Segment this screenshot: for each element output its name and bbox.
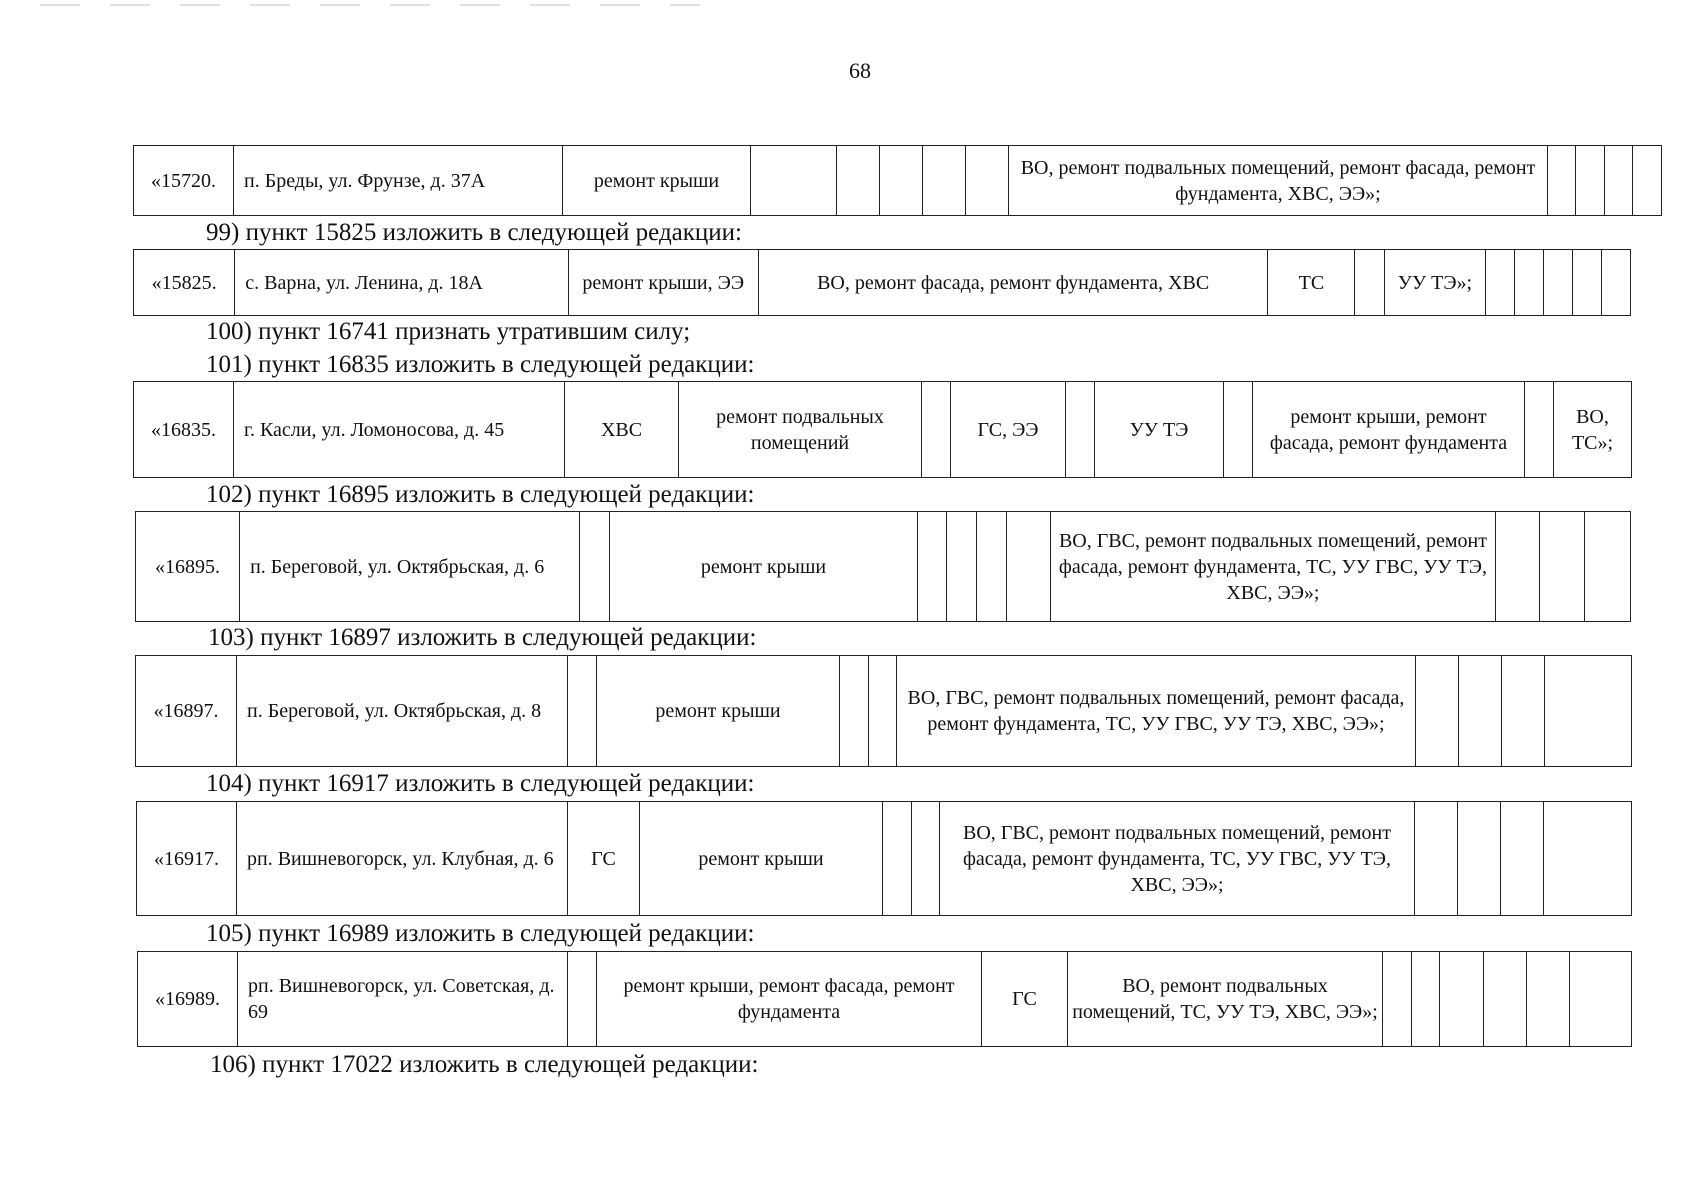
empty-cell [912,802,940,916]
row-cell-7: ВО, ГВС, ремонт подвальных помещений, ремонт фасада, ремонт фундамента, ТС, УУ ГВС, УУ ТЭ, ХВС, ЭЭ»; [897,656,1416,767]
page-number: 68 [849,58,871,83]
empty-cell [1570,952,1632,1047]
row-address: с. Варна, ул. Ленина, д. 18А [235,250,568,316]
paragraph-102: 102) пункт 16895 изложить в следующей редакции: [206,481,755,508]
table-row-15825 [133,249,1631,316]
paragraph-100: 100) пункт 16741 признать утратившим силу; [206,318,691,345]
empty-cell [1605,146,1633,216]
row-address: г. Касли, ул. Ломоносова, д. 45 [234,382,565,478]
empty-cell [837,146,880,216]
row-address: п. Береговой, ул. Октябрьская, д. 8 [237,656,568,767]
empty-cell [869,656,897,767]
empty-cell [1484,952,1527,1047]
empty-cell [923,146,966,216]
row-cell-4: ремонт крыши [609,512,917,622]
empty-cell [1502,656,1545,767]
empty-cell [1543,250,1572,316]
empty-cell [1545,656,1632,767]
row-number: «16989. [138,952,238,1047]
row-cell-4: ремонт подвальных помещений [679,382,922,478]
empty-cell [883,802,912,916]
row-number: «16895. [136,512,240,622]
table-row-16835 [133,381,1632,478]
empty-cell [568,656,597,767]
empty-cell [1584,512,1630,622]
empty-cell [1412,952,1440,1047]
row-cell-6: ГС, ЭЭ [951,382,1066,478]
table-row-16989 [137,951,1632,1047]
row-address: рп. Вишневогорск, ул. Клубная, д. 6 [237,802,568,916]
paragraph-104: 104) пункт 16917 изложить в следующей редакции: [206,770,755,797]
empty-cell [1224,382,1253,478]
empty-cell [1459,656,1502,767]
row-cell-8: УУ ТЭ [1095,382,1224,478]
empty-cell [918,512,947,622]
empty-cell [751,146,837,216]
row-cell-10: ремонт крыши, ремонт фасада, ремонт фундамента [1253,382,1525,478]
empty-cell [1576,146,1605,216]
row-cell-3: ремонт крыши [563,146,751,216]
row-number: «16897. [136,656,237,767]
empty-cell [880,146,923,216]
row-cell-9: ВО, ремонт подвальных помещений, ремонт фасада, ремонт фундамента, ХВС, ЭЭ»; [1009,146,1548,216]
empty-cell [1355,250,1384,316]
paragraph-99: 99) пункт 15825 изложить в следующей редакции: [206,219,742,246]
scan-artifact [40,4,700,6]
empty-cell [1633,146,1662,216]
empty-cell [1527,952,1570,1047]
empty-cell [1573,250,1601,316]
row-number: «16835. [134,382,234,478]
empty-cell [1544,802,1632,916]
empty-cell [1515,250,1543,316]
empty-cell [922,382,951,478]
paragraph-106: 106) пункт 17022 изложить в следующей редакции: [210,1051,759,1078]
row-address: п. Береговой, ул. Октябрьская, д. 6 [240,512,580,622]
empty-cell [1066,382,1095,478]
empty-cell [1495,512,1539,622]
row-cell-3: ремонт крыши, ЭЭ [568,250,758,316]
row-number: «15825. [134,250,235,316]
empty-cell [1601,250,1630,316]
row-cell-3: ХВС [565,382,679,478]
empty-cell [1006,512,1050,622]
paragraph-103: 103) пункт 16897 изложить в следующей редакции: [208,624,757,651]
row-number: «15720. [134,146,234,216]
empty-cell [1458,802,1501,916]
row-cell-9: ВО, ГВС, ремонт подвальных помещений, ремонт фасада, ремонт фундамента, ТС, УУ ГВС, УУ ТЭ, ХВС, ЭЭ»; [1050,512,1495,622]
row-cell-4: ремонт крыши [640,802,883,916]
row-cell-7: УУ ТЭ»; [1384,250,1485,316]
empty-cell [976,512,1006,622]
row-address: рп. Вишневогорск, ул. Советская, д. 69 [238,952,568,1047]
row-cell-5: ТС [1268,250,1355,316]
paragraph-101: 101) пункт 16835 изложить в следующей редакции: [206,351,755,378]
row-cell-4: ремонт крыши [597,656,840,767]
empty-cell [946,512,976,622]
row-cell-6: ВО, ремонт подвальных помещений, ТС, УУ ТЭ, ХВС, ЭЭ»; [1068,952,1383,1047]
empty-cell [1415,802,1458,916]
row-cell-12: ВО, ТС»; [1554,382,1632,478]
empty-cell [580,512,610,622]
empty-cell [1383,952,1412,1047]
empty-cell [1416,656,1459,767]
empty-cell [1525,382,1554,478]
row-number: «16917. [137,802,237,916]
row-cell-4: ремонт крыши, ремонт фасада, ремонт фундамента [597,952,982,1047]
empty-cell [568,952,597,1047]
paragraph-105: 105) пункт 16989 изложить в следующей редакции: [206,920,755,947]
row-address: п. Бреды, ул. Фрунзе, д. 37А [234,146,563,216]
empty-cell [966,146,1009,216]
row-cell-3: ГС [568,802,640,916]
empty-cell [840,656,869,767]
table-row-16897 [135,655,1632,767]
empty-cell [1548,146,1576,216]
row-cell-5: ГС [982,952,1068,1047]
row-cell-7: ВО, ГВС, ремонт подвальных помещений, ремонт фасада, ремонт фундамента, ТС, УУ ГВС, УУ ТЭ, ХВС, ЭЭ»; [940,802,1415,916]
empty-cell [1440,952,1484,1047]
empty-cell [1486,250,1515,316]
table-row-16895 [135,511,1631,622]
empty-cell [1501,802,1544,916]
row-cell-4: ВО, ремонт фасада, ремонт фундамента, ХВС [758,250,1267,316]
table-row-16917 [136,801,1632,916]
table-row-15720 [133,145,1662,216]
empty-cell [1540,512,1584,622]
